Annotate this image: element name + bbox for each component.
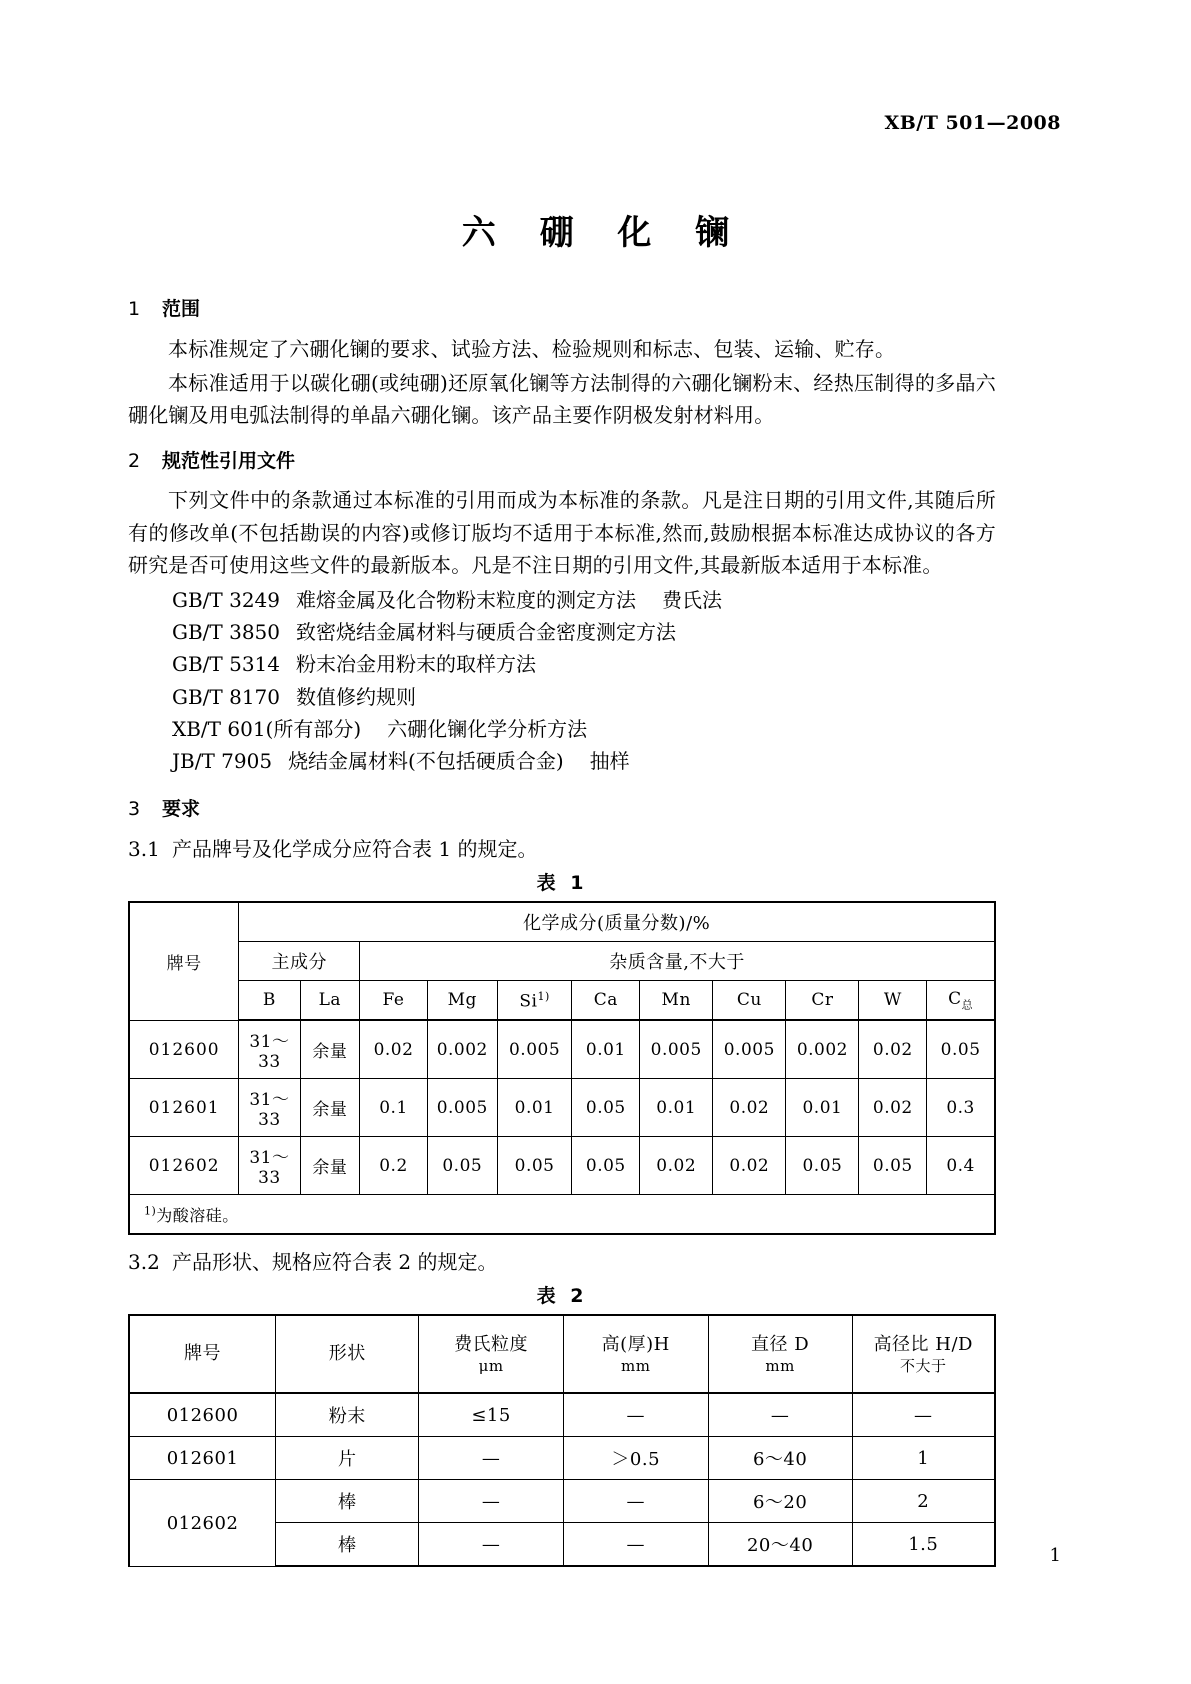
table-shape-specification: [128, 1314, 996, 1567]
table1-cell-cr: 0.002: [786, 1020, 859, 1079]
table1-cell-fe: 0.1: [360, 1079, 428, 1137]
table1-cell-si: 0.005: [497, 1020, 572, 1079]
table1-cell-mg: 0.002: [427, 1020, 497, 1079]
table2-cell-ratio: —: [852, 1393, 995, 1437]
table2-cell-fisher: ≤15: [419, 1393, 563, 1437]
table2-header-ratio-note: 不大于: [900, 1357, 947, 1376]
page-number: 1: [1049, 1545, 1061, 1566]
table1-cell-si: 0.05: [497, 1137, 572, 1195]
reference-title: 数值修约规则: [296, 684, 417, 709]
table1-cell-mg: 0.005: [427, 1079, 497, 1137]
table2-cell-shape: 粉末: [276, 1393, 419, 1437]
footnote-marker-si: 1): [537, 989, 550, 1003]
table2-header-fisher: 费氏粒度 μm: [419, 1315, 563, 1393]
table1-cell-la: 余量: [300, 1137, 360, 1195]
table1-cell-fe: 0.02: [360, 1020, 428, 1079]
clause-1-paragraph-1: 本标准规定了六硼化镧的要求、试验方法、检验规则和标志、包装、运输、贮存。: [168, 336, 896, 361]
table2-cell-diameter: 6～20: [708, 1480, 852, 1523]
table2-cell-height: —: [563, 1393, 708, 1437]
table2-cell-ratio: 1: [852, 1437, 995, 1480]
table1-cell-la: 余量: [300, 1020, 360, 1079]
table-row: [129, 1437, 995, 1480]
table1-cell-cr: 0.05: [786, 1137, 859, 1195]
table2-header-diameter: 直径 D mm: [708, 1315, 852, 1393]
table1-cell-ca: 0.01: [572, 1020, 640, 1079]
table1-cell-b: 31～33: [239, 1020, 300, 1079]
list-item: [128, 681, 996, 713]
table1-cell-la: 余量: [300, 1079, 360, 1137]
reference-title: 难熔金属及化合物粉末粒度的测定方法: [296, 587, 637, 612]
table1-cell-w: 0.02: [859, 1079, 927, 1137]
reference-code: GB/T 5314: [172, 652, 281, 677]
table-row: [129, 1393, 995, 1437]
table2-header-shape: 形状: [276, 1315, 419, 1393]
table1-cell-mn: 0.02: [640, 1137, 713, 1195]
normative-references-list: [128, 584, 996, 778]
clause-1-number: 1: [128, 298, 141, 320]
clause-1-heading: [128, 296, 996, 323]
table2-cell-diameter: 6～40: [708, 1437, 852, 1480]
table2-cell-ratio: 1.5: [852, 1523, 995, 1567]
clause-3-title: 要求: [162, 797, 201, 820]
table1-cell-ca: 0.05: [572, 1079, 640, 1137]
table2-cell-fisher: —: [419, 1523, 563, 1567]
table-2-caption: 表 2: [536, 1285, 588, 1308]
table1-col-c-total: $C_总$: [927, 981, 995, 1021]
table1-cell-grade: 012600: [129, 1020, 239, 1079]
table-row: [129, 902, 995, 942]
table1-col-mg: Mg: [427, 981, 497, 1021]
table1-cell-ca: 0.05: [572, 1137, 640, 1195]
table-row: [129, 1079, 995, 1137]
table1-header-composition: 化学成分(质量分数)/%: [239, 902, 995, 942]
table2-cell-diameter: —: [708, 1393, 852, 1437]
table2-header-grade: 牌号: [129, 1315, 276, 1393]
table2-header-height-unit: mm: [621, 1357, 651, 1376]
table2-cell-grade: 012600: [129, 1393, 276, 1437]
table1-header-impurity: 杂质含量,不大于: [360, 942, 995, 981]
table-row: [129, 1020, 995, 1079]
table-row: [129, 1315, 995, 1393]
clause-3-heading: [128, 796, 996, 823]
table2-header-height: 高(厚)H mm: [563, 1315, 708, 1393]
reference-code: JB/T 7905: [172, 749, 273, 774]
table1-cell-mn: 0.005: [640, 1020, 713, 1079]
clause-1-title: 范围: [162, 298, 201, 320]
table2-cell-height: —: [563, 1523, 708, 1567]
table2-cell-diameter: 20～40: [708, 1523, 852, 1567]
table1-cell-w: 0.02: [859, 1020, 927, 1079]
subclause-3-2-text: 产品形状、规格应符合表 2 的规定。: [172, 1250, 498, 1275]
table2-header-fisher-unit: μm: [478, 1357, 504, 1376]
reference-code: GB/T 8170: [172, 684, 281, 709]
table-row: [129, 1137, 995, 1195]
clause-2-paragraph-1: 下列文件中的条款通过本标准的引用而成为本标准的条款。凡是注日期的引用文件,其随后所有的修改单(不包括勘误的内容)或修订版均不适用于本标准,然而,鼓励根据本标准达成协议的各方研究是否可使用这些文件的最新版本。凡是不注日期的引用文件,其最新版本适用于本标准。: [128, 488, 996, 578]
subclause-3-1-number: 3.1: [128, 837, 160, 862]
reference-code: XB/T 601(所有部分): [172, 717, 362, 742]
clause-2-title: 规范性引用文件: [162, 449, 296, 472]
table1-col-b: B: [239, 981, 300, 1021]
table1-cell-grade: 012602: [129, 1137, 239, 1195]
table1-cell-w: 0.05: [859, 1137, 927, 1195]
table1-col-mn: Mn: [640, 981, 713, 1021]
table1-col-si: Si$^{1)}$: [497, 981, 572, 1021]
table1-cell-grade: 012601: [129, 1079, 239, 1137]
table1-cell-cr: 0.01: [786, 1079, 859, 1137]
table2-header-diameter-unit: mm: [765, 1357, 795, 1376]
table-row: [129, 942, 995, 981]
table1-col-cu: Cu: [713, 981, 786, 1021]
table1-col-cr: Cr: [786, 981, 859, 1021]
table1-header-main-component: 主成分: [239, 942, 360, 981]
table1-cell-cu: 0.005: [713, 1020, 786, 1079]
reference-extra: 费氏法: [662, 587, 723, 612]
reference-code: GB/T 3850: [172, 619, 281, 644]
clause-2-number: 2: [128, 449, 141, 472]
running-header-standard-code: XB/T 501—2008: [884, 112, 1061, 134]
table1-cell-c: 0.4: [927, 1137, 995, 1195]
table2-cell-grade: 012602: [129, 1480, 276, 1567]
table2-cell-grade: 012601: [129, 1437, 276, 1480]
table2-cell-fisher: —: [419, 1437, 563, 1480]
table1-header-grade: 牌号: [129, 902, 239, 1020]
reference-title: 致密烧结金属材料与硬质合金密度测定方法: [296, 619, 677, 644]
clause-1-paragraph-2: 本标准适用于以碳化硼(或纯硼)还原氧化镧等方法制得的六硼化镧粉末、经热压制得的多晶六硼化镧及用电弧法制得的单晶六硼化镧。该产品主要作阴极发射材料用。: [128, 370, 996, 428]
list-item: [128, 584, 996, 616]
table-row: [129, 1195, 995, 1235]
subclause-3-2-number: 3.2: [128, 1250, 160, 1275]
table2-cell-fisher: —: [419, 1480, 563, 1523]
list-item: [128, 648, 996, 680]
list-item: [128, 745, 996, 777]
table2-cell-height: —: [563, 1480, 708, 1523]
list-item: [128, 616, 996, 648]
page-title: 六 硼 化 镧: [461, 213, 746, 253]
clause-2-heading: [128, 448, 996, 475]
reference-title: 六硼化镧化学分析方法: [387, 717, 588, 742]
reference-extra: 抽样: [589, 749, 630, 774]
table1-cell-c: 0.05: [927, 1020, 995, 1079]
table1-cell-cu: 0.02: [713, 1079, 786, 1137]
reference-code: GB/T 3249: [172, 587, 281, 612]
table1-footnote: $^{1)}$为酸溶硅。: [129, 1195, 995, 1235]
table2-cell-height: ＞0.5: [563, 1437, 708, 1480]
list-item: [128, 713, 996, 745]
table1-cell-mn: 0.01: [640, 1079, 713, 1137]
table1-cell-mg: 0.05: [427, 1137, 497, 1195]
subclause-3-2: [128, 1247, 996, 1277]
subclause-3-1: [128, 834, 996, 864]
table-row: [129, 1480, 995, 1523]
table2-cell-shape: 棒: [276, 1523, 419, 1567]
table1-cell-b: 31～33: [239, 1137, 300, 1195]
table1-cell-fe: 0.2: [360, 1137, 428, 1195]
table2-cell-shape: 片: [276, 1437, 419, 1480]
table2-cell-shape: 棒: [276, 1480, 419, 1523]
table2-cell-ratio: 2: [852, 1480, 995, 1523]
table1-cell-b: 31～33: [239, 1079, 300, 1137]
table1-col-la: La: [300, 981, 360, 1021]
table1-col-w: W: [859, 981, 927, 1021]
table-chemical-composition: [128, 901, 996, 1235]
subclause-3-1-text: 产品牌号及化学成分应符合表 1 的规定。: [172, 837, 538, 862]
table-1-caption: 表 1: [536, 872, 588, 895]
table2-header-ratio: 高径比 H/D 不大于: [852, 1315, 995, 1393]
table1-col-fe: Fe: [360, 981, 428, 1021]
reference-title: 烧结金属材料(不包括硬质合金): [288, 749, 564, 774]
table1-cell-si: 0.01: [497, 1079, 572, 1137]
document-body: [128, 296, 996, 1567]
clause-3-number: 3: [128, 797, 141, 820]
table1-cell-cu: 0.02: [713, 1137, 786, 1195]
table1-col-ca: Ca: [572, 981, 640, 1021]
table-row: [129, 981, 995, 1021]
reference-title: 粉末冶金用粉末的取样方法: [296, 652, 537, 677]
table1-cell-c: 0.3: [927, 1079, 995, 1137]
